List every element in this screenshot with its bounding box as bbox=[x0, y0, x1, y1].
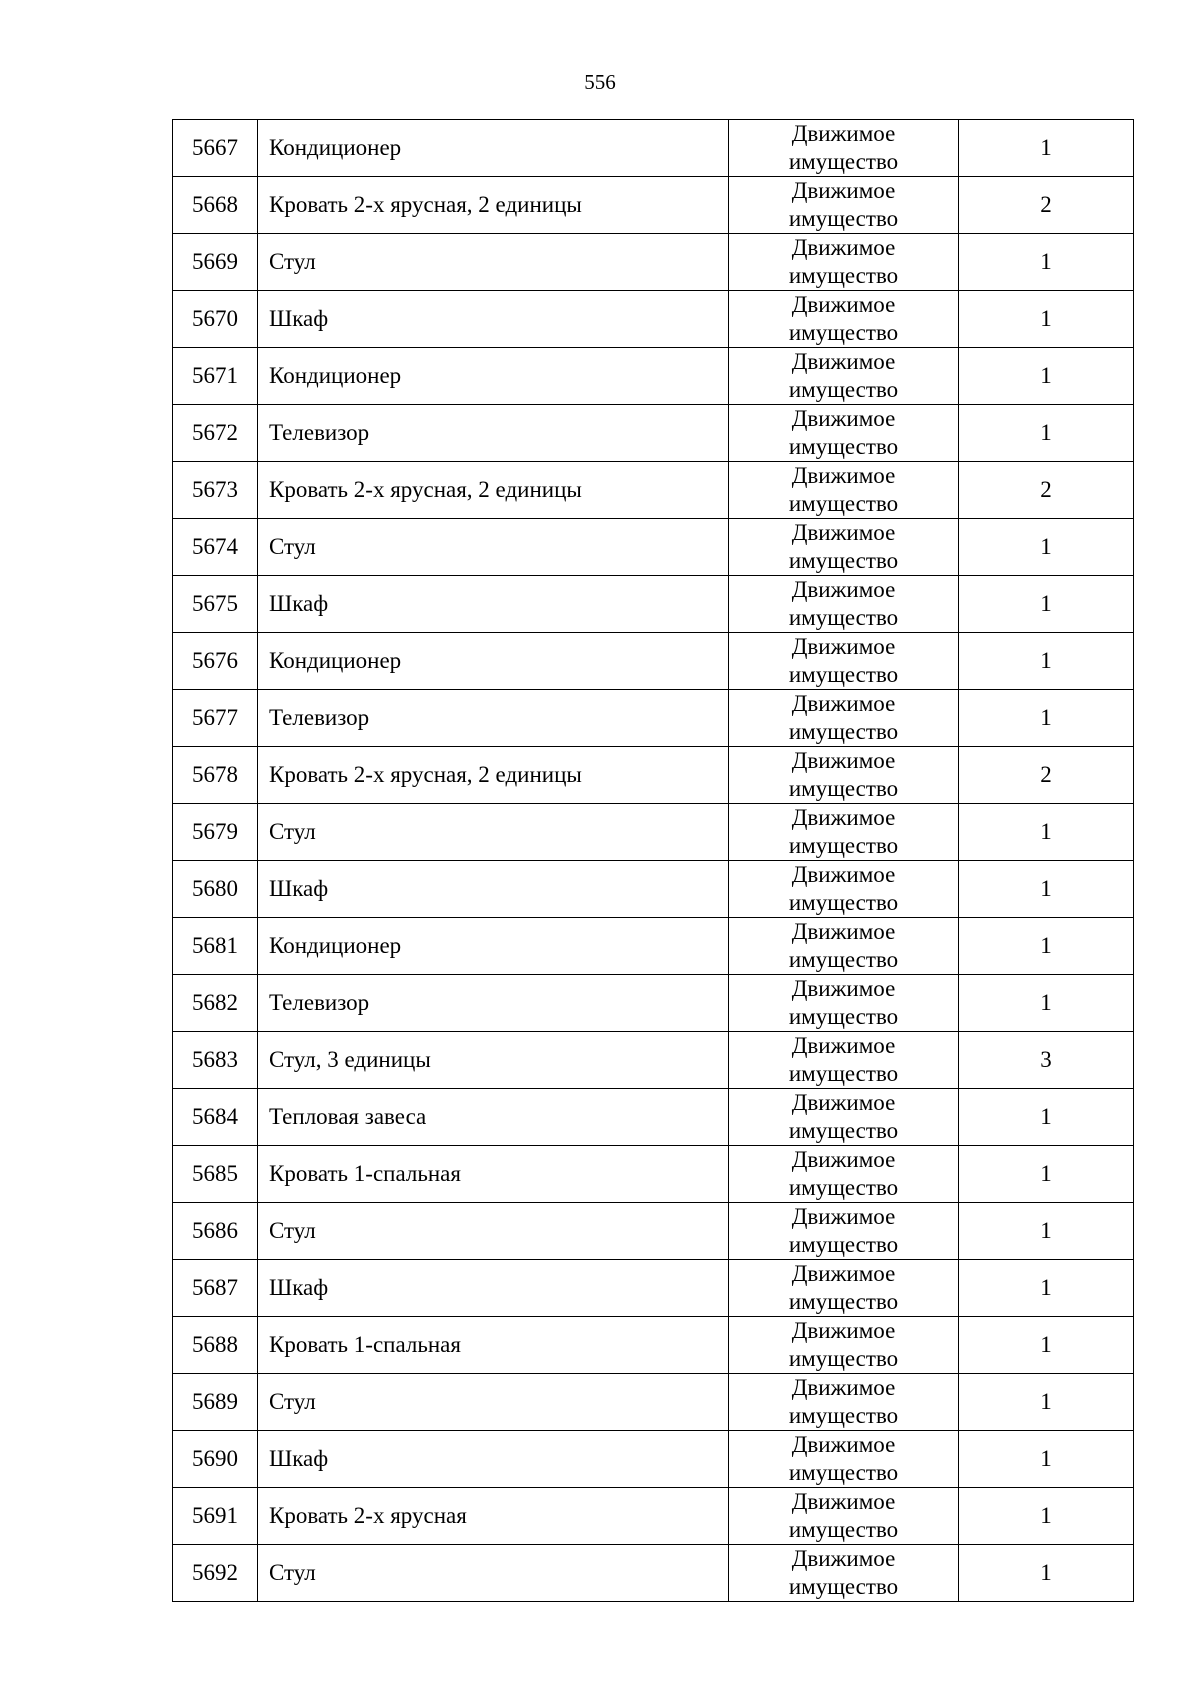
property-type-cell bbox=[729, 1203, 959, 1260]
item-name-cell: Кровать 2-х ярусная, 2 единицы bbox=[258, 747, 729, 804]
item-name-cell: Кондиционер bbox=[258, 348, 729, 405]
item-name-cell: Стул bbox=[258, 1545, 729, 1602]
property-type-cell bbox=[729, 633, 959, 690]
item-name-cell: Стул bbox=[258, 804, 729, 861]
table-row bbox=[173, 1374, 1134, 1431]
quantity-cell: 1 bbox=[959, 804, 1134, 861]
row-number-cell: 5673 bbox=[173, 462, 258, 519]
item-name-cell: Кровать 2-х ярусная bbox=[258, 1488, 729, 1545]
quantity-cell: 1 bbox=[959, 975, 1134, 1032]
property-type-line1: Движимое bbox=[791, 748, 896, 773]
property-type-cell bbox=[729, 519, 959, 576]
quantity-cell: 1 bbox=[959, 519, 1134, 576]
table-row bbox=[173, 690, 1134, 747]
property-type-cell bbox=[729, 1089, 959, 1146]
item-name-cell: Кровать 1-спальная bbox=[258, 1317, 729, 1374]
quantity-cell: 2 bbox=[959, 177, 1134, 234]
table-row bbox=[173, 462, 1134, 519]
property-type-line1: Движимое bbox=[791, 1147, 896, 1172]
property-type-cell bbox=[729, 1488, 959, 1545]
quantity-cell: 1 bbox=[959, 1146, 1134, 1203]
quantity-cell: 1 bbox=[959, 1374, 1134, 1431]
property-type-line1: Движимое bbox=[791, 1375, 896, 1400]
property-type-cell bbox=[729, 291, 959, 348]
quantity-cell: 1 bbox=[959, 1260, 1134, 1317]
property-type-line2: имущество bbox=[788, 890, 899, 915]
property-type-line2: имущество bbox=[788, 1403, 899, 1428]
property-type-line2: имущество bbox=[788, 776, 899, 801]
table-row bbox=[173, 1089, 1134, 1146]
property-type-cell bbox=[729, 1545, 959, 1602]
property-type-cell bbox=[729, 1146, 959, 1203]
item-name-cell: Стул, 3 единицы bbox=[258, 1032, 729, 1089]
row-number-cell: 5681 bbox=[173, 918, 258, 975]
item-name-cell: Кровать 2-х ярусная, 2 единицы bbox=[258, 462, 729, 519]
item-name-cell: Шкаф bbox=[258, 576, 729, 633]
item-name-cell: Стул bbox=[258, 1203, 729, 1260]
property-type-line2: имущество bbox=[788, 1460, 899, 1485]
property-type-line1: Движимое bbox=[791, 1204, 896, 1229]
item-name-cell: Шкаф bbox=[258, 1260, 729, 1317]
quantity-cell: 2 bbox=[959, 747, 1134, 804]
row-number-cell: 5686 bbox=[173, 1203, 258, 1260]
property-type-line2: имущество bbox=[788, 1232, 899, 1257]
property-type-line2: имущество bbox=[788, 548, 899, 573]
property-type-line1: Движимое bbox=[791, 1432, 896, 1457]
table-row bbox=[173, 120, 1134, 177]
row-number-cell: 5691 bbox=[173, 1488, 258, 1545]
item-name-cell: Телевизор bbox=[258, 690, 729, 747]
quantity-cell: 1 bbox=[959, 348, 1134, 405]
row-number-cell: 5687 bbox=[173, 1260, 258, 1317]
property-type-line1: Движимое bbox=[791, 121, 896, 146]
quantity-cell: 1 bbox=[959, 1545, 1134, 1602]
property-table bbox=[172, 119, 1134, 1602]
property-type-line1: Движимое bbox=[791, 919, 896, 944]
quantity-cell: 1 bbox=[959, 690, 1134, 747]
item-name-cell: Шкаф bbox=[258, 861, 729, 918]
table-row bbox=[173, 576, 1134, 633]
property-type-line2: имущество bbox=[788, 719, 899, 744]
row-number-cell: 5682 bbox=[173, 975, 258, 1032]
quantity-cell: 1 bbox=[959, 1317, 1134, 1374]
item-name-cell: Шкаф bbox=[258, 291, 729, 348]
property-type-line1: Движимое bbox=[791, 805, 896, 830]
item-name-cell: Кровать 1-спальная bbox=[258, 1146, 729, 1203]
property-type-line2: имущество bbox=[788, 206, 899, 231]
table-row bbox=[173, 1032, 1134, 1089]
table-row bbox=[173, 348, 1134, 405]
property-type-line1: Движимое bbox=[791, 577, 896, 602]
property-type-line1: Движимое bbox=[791, 463, 896, 488]
row-number-cell: 5670 bbox=[173, 291, 258, 348]
property-type-line1: Движимое bbox=[791, 691, 896, 716]
property-type-line1: Движимое bbox=[791, 1090, 896, 1115]
quantity-cell: 1 bbox=[959, 576, 1134, 633]
property-type-line1: Движимое bbox=[791, 235, 896, 260]
property-type-line1: Движимое bbox=[791, 1489, 896, 1514]
table-row bbox=[173, 1146, 1134, 1203]
row-number-cell: 5672 bbox=[173, 405, 258, 462]
row-number-cell: 5679 bbox=[173, 804, 258, 861]
table-row bbox=[173, 405, 1134, 462]
table-row bbox=[173, 804, 1134, 861]
row-number-cell: 5668 bbox=[173, 177, 258, 234]
table-row bbox=[173, 234, 1134, 291]
property-type-cell bbox=[729, 348, 959, 405]
row-number-cell: 5685 bbox=[173, 1146, 258, 1203]
property-type-line2: имущество bbox=[788, 1061, 899, 1086]
property-type-line2: имущество bbox=[788, 320, 899, 345]
row-number-cell: 5684 bbox=[173, 1089, 258, 1146]
property-type-cell bbox=[729, 804, 959, 861]
property-type-line1: Движимое bbox=[791, 862, 896, 887]
row-number-cell: 5680 bbox=[173, 861, 258, 918]
table-row bbox=[173, 291, 1134, 348]
property-type-line2: имущество bbox=[788, 662, 899, 687]
row-number-cell: 5674 bbox=[173, 519, 258, 576]
row-number-cell: 5676 bbox=[173, 633, 258, 690]
item-name-cell: Кондиционер bbox=[258, 120, 729, 177]
property-type-line1: Движимое bbox=[791, 1318, 896, 1343]
row-number-cell: 5675 bbox=[173, 576, 258, 633]
property-type-line2: имущество bbox=[788, 833, 899, 858]
item-name-cell: Стул bbox=[258, 234, 729, 291]
quantity-cell: 1 bbox=[959, 1203, 1134, 1260]
property-type-cell bbox=[729, 1260, 959, 1317]
table-row bbox=[173, 861, 1134, 918]
property-type-cell bbox=[729, 861, 959, 918]
quantity-cell: 2 bbox=[959, 462, 1134, 519]
quantity-cell: 1 bbox=[959, 120, 1134, 177]
property-type-line1: Движимое bbox=[791, 520, 896, 545]
table-row bbox=[173, 1260, 1134, 1317]
table-row bbox=[173, 1317, 1134, 1374]
item-name-cell: Телевизор bbox=[258, 975, 729, 1032]
table-row bbox=[173, 1545, 1134, 1602]
table-row bbox=[173, 1488, 1134, 1545]
property-type-line2: имущество bbox=[788, 947, 899, 972]
property-type-line2: имущество bbox=[788, 1346, 899, 1371]
quantity-cell: 1 bbox=[959, 405, 1134, 462]
property-type-line1: Движимое bbox=[791, 349, 896, 374]
item-name-cell: Кондиционер bbox=[258, 918, 729, 975]
property-type-cell bbox=[729, 405, 959, 462]
page-number: 556 bbox=[584, 70, 616, 94]
property-type-cell bbox=[729, 1374, 959, 1431]
property-type-line2: имущество bbox=[788, 1118, 899, 1143]
property-type-cell bbox=[729, 576, 959, 633]
property-type-cell bbox=[729, 1317, 959, 1374]
property-type-line2: имущество bbox=[788, 1004, 899, 1029]
row-number-cell: 5690 bbox=[173, 1431, 258, 1488]
property-table-body bbox=[173, 120, 1134, 1602]
property-type-line2: имущество bbox=[788, 1517, 899, 1542]
row-number-cell: 5669 bbox=[173, 234, 258, 291]
property-type-cell bbox=[729, 690, 959, 747]
property-type-line2: имущество bbox=[788, 1175, 899, 1200]
item-name-cell: Телевизор bbox=[258, 405, 729, 462]
quantity-cell: 1 bbox=[959, 1431, 1134, 1488]
quantity-cell: 1 bbox=[959, 918, 1134, 975]
quantity-cell: 1 bbox=[959, 633, 1134, 690]
property-type-line1: Движимое bbox=[791, 1261, 896, 1286]
property-type-cell bbox=[729, 747, 959, 804]
quantity-cell: 1 bbox=[959, 291, 1134, 348]
property-type-cell bbox=[729, 975, 959, 1032]
property-type-cell bbox=[729, 177, 959, 234]
table-row bbox=[173, 633, 1134, 690]
quantity-cell: 1 bbox=[959, 861, 1134, 918]
table-row bbox=[173, 177, 1134, 234]
property-type-line2: имущество bbox=[788, 1289, 899, 1314]
property-type-line2: имущество bbox=[788, 434, 899, 459]
property-type-cell bbox=[729, 1032, 959, 1089]
property-type-cell bbox=[729, 918, 959, 975]
property-type-line1: Движимое bbox=[791, 1546, 896, 1571]
property-type-cell bbox=[729, 1431, 959, 1488]
property-type-line1: Движимое bbox=[791, 292, 896, 317]
property-type-line1: Движимое bbox=[791, 976, 896, 1001]
row-number-cell: 5677 bbox=[173, 690, 258, 747]
row-number-cell: 5688 bbox=[173, 1317, 258, 1374]
table-row bbox=[173, 918, 1134, 975]
table-row bbox=[173, 975, 1134, 1032]
row-number-cell: 5683 bbox=[173, 1032, 258, 1089]
item-name-cell: Тепловая завеса bbox=[258, 1089, 729, 1146]
item-name-cell: Кровать 2-х ярусная, 2 единицы bbox=[258, 177, 729, 234]
property-type-cell bbox=[729, 462, 959, 519]
quantity-cell: 1 bbox=[959, 1488, 1134, 1545]
table-row bbox=[173, 747, 1134, 804]
row-number-cell: 5667 bbox=[173, 120, 258, 177]
item-name-cell: Стул bbox=[258, 519, 729, 576]
property-type-line1: Движимое bbox=[791, 178, 896, 203]
quantity-cell: 3 bbox=[959, 1032, 1134, 1089]
row-number-cell: 5678 bbox=[173, 747, 258, 804]
property-type-cell bbox=[729, 120, 959, 177]
property-type-line1: Движимое bbox=[791, 406, 896, 431]
item-name-cell: Кондиционер bbox=[258, 633, 729, 690]
item-name-cell: Шкаф bbox=[258, 1431, 729, 1488]
property-type-line2: имущество bbox=[788, 491, 899, 516]
property-type-line1: Движимое bbox=[791, 1033, 896, 1058]
row-number-cell: 5692 bbox=[173, 1545, 258, 1602]
table-row bbox=[173, 519, 1134, 576]
property-type-line2: имущество bbox=[788, 263, 899, 288]
property-type-line2: имущество bbox=[788, 1574, 899, 1599]
table-row bbox=[173, 1203, 1134, 1260]
quantity-cell: 1 bbox=[959, 1089, 1134, 1146]
property-type-line2: имущество bbox=[788, 377, 899, 402]
property-type-cell bbox=[729, 234, 959, 291]
item-name-cell: Стул bbox=[258, 1374, 729, 1431]
row-number-cell: 5671 bbox=[173, 348, 258, 405]
property-type-line2: имущество bbox=[788, 605, 899, 630]
table-row bbox=[173, 1431, 1134, 1488]
property-type-line2: имущество bbox=[788, 149, 899, 174]
row-number-cell: 5689 bbox=[173, 1374, 258, 1431]
quantity-cell: 1 bbox=[959, 234, 1134, 291]
property-type-line1: Движимое bbox=[791, 634, 896, 659]
